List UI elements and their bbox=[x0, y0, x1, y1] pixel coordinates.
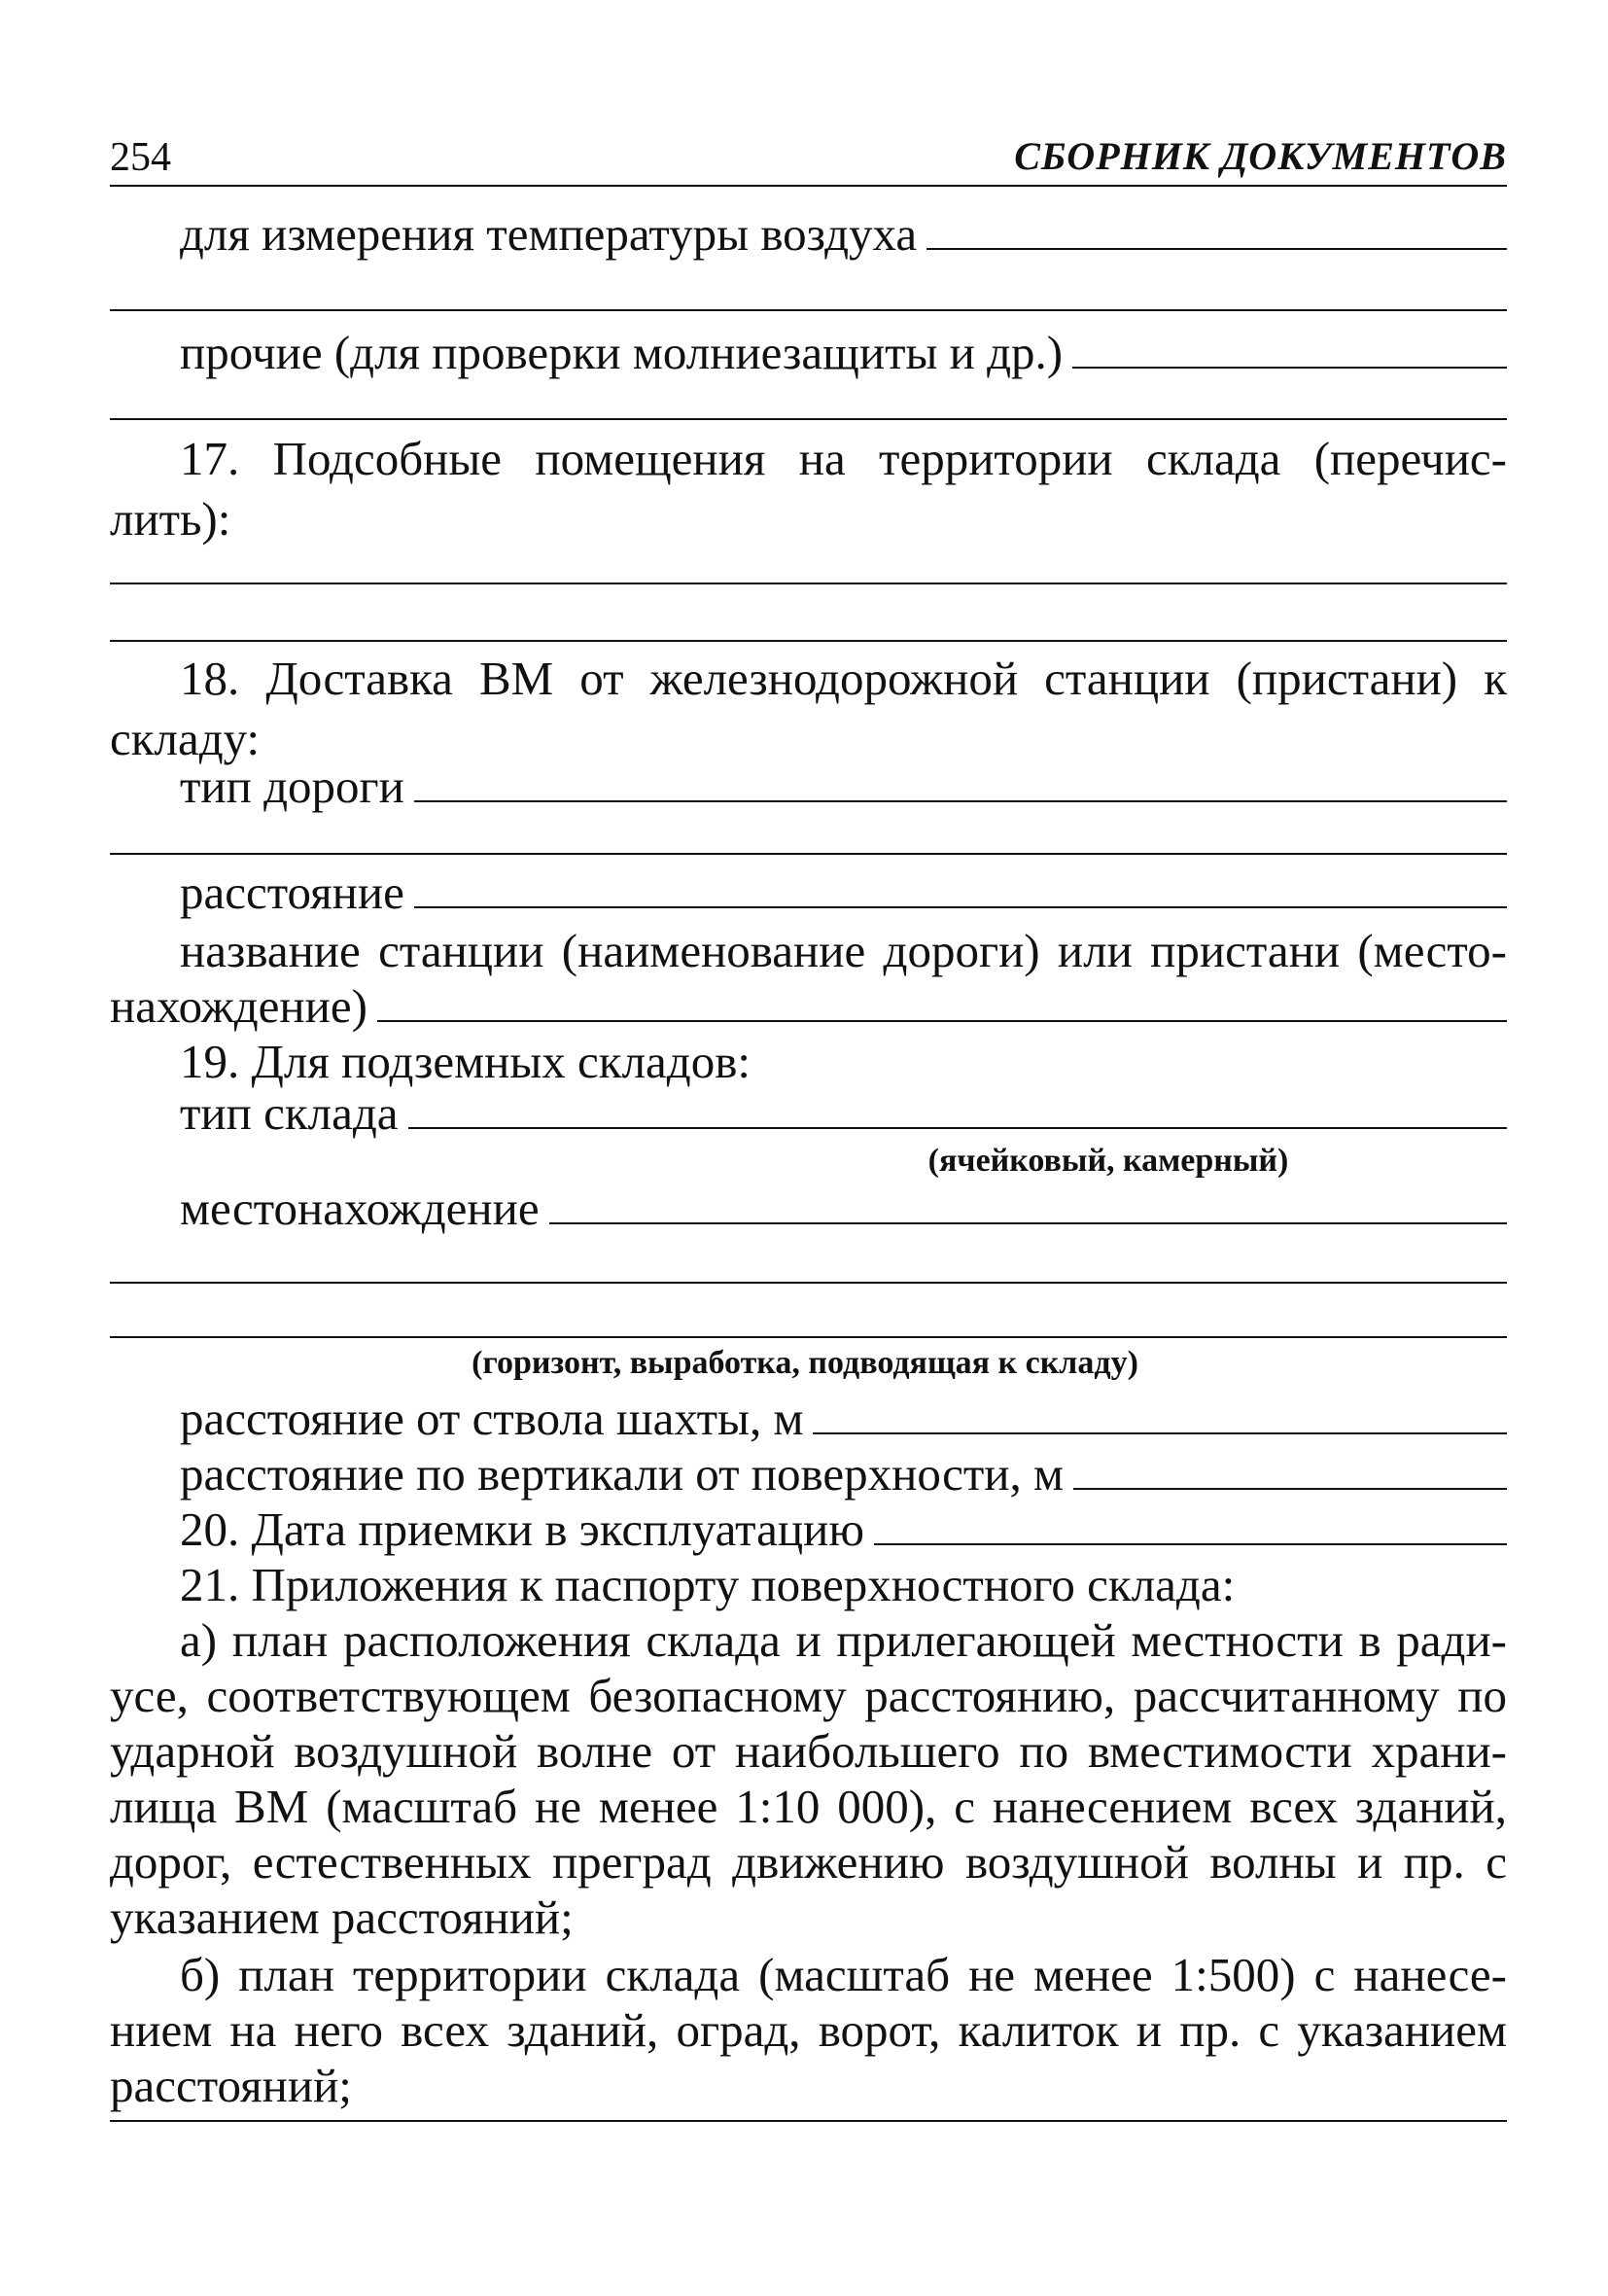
blank-rule[interactable] bbox=[110, 1336, 1507, 1338]
item-17-line-1: 17. Подсобные помещения на территории склада (перечис- bbox=[180, 432, 1507, 485]
road-type-blank[interactable] bbox=[414, 758, 1507, 802]
blank-rule[interactable] bbox=[110, 853, 1507, 855]
appendix-a-line-3: ударной воздушной волне от наибольшего по вместимости храни- bbox=[110, 1724, 1507, 1778]
road-type-label: тип дороги bbox=[180, 759, 404, 813]
running-title: СБОРНИК ДОКУМЕНТОВ bbox=[1014, 134, 1507, 178]
blank-rule[interactable] bbox=[110, 583, 1507, 584]
road-type-field bbox=[110, 757, 1507, 817]
other-blank[interactable] bbox=[1072, 324, 1507, 369]
blank-rule[interactable] bbox=[110, 418, 1507, 420]
item-18-line-2: складу: bbox=[110, 712, 261, 765]
other-label: прочие (для проверки молниезащиты и др.) bbox=[180, 326, 1064, 379]
blank-rule[interactable] bbox=[110, 309, 1507, 311]
air-temperature-field bbox=[110, 204, 1507, 265]
shaft-distance-blank[interactable] bbox=[813, 1390, 1507, 1434]
location-label: местонахождение bbox=[180, 1182, 540, 1235]
appendix-a-line-2: усе, соответствующем безопасному расстоянию, рассчитанному по bbox=[110, 1669, 1507, 1722]
appendix-a-line-5: дорог, естественных преград движению воздушной волны и пр. с bbox=[110, 1835, 1507, 1889]
blank-rule[interactable] bbox=[110, 640, 1507, 642]
page-number: 254 bbox=[110, 135, 171, 180]
air-temperature-blank[interactable] bbox=[926, 205, 1507, 250]
location-blank[interactable] bbox=[549, 1180, 1507, 1224]
location-field bbox=[110, 1179, 1507, 1239]
appendix-a-line-1: а) план расположения склада и прилегающей местности в ради- bbox=[180, 1613, 1507, 1667]
store-type-blank[interactable] bbox=[408, 1084, 1507, 1129]
appendix-a-line-6: указанием расстояний; bbox=[110, 1890, 574, 1944]
shaft-distance-field bbox=[110, 1389, 1507, 1449]
store-type-label: тип склада bbox=[180, 1086, 399, 1140]
appendix-b-line-2: нием на него всех зданий, оград, ворот, калиток и пр. с указанием bbox=[110, 2003, 1507, 2057]
distance-blank[interactable] bbox=[414, 864, 1507, 908]
blank-rule[interactable] bbox=[110, 2120, 1507, 2122]
page-header bbox=[110, 124, 1507, 187]
vertical-distance-label: расстояние по вертикали от поверхности, м bbox=[180, 1447, 1064, 1501]
store-type-caption: (ячейковый, камерный) bbox=[927, 1143, 1289, 1179]
shaft-distance-label: расстояние от ствола шахты, м bbox=[180, 1392, 804, 1445]
appendix-b-line-3: расстояний; bbox=[110, 2059, 352, 2112]
blank-rule[interactable] bbox=[110, 1282, 1507, 1284]
air-temperature-label: для измерения температуры воздуха bbox=[180, 207, 918, 261]
station-blank[interactable] bbox=[377, 977, 1507, 1022]
item-17-line-2: лить): bbox=[110, 492, 231, 546]
item-21-heading: 21. Приложения к паспорту поверхностного склада: bbox=[180, 1558, 1236, 1611]
vertical-distance-blank[interactable] bbox=[1073, 1445, 1507, 1490]
station-field bbox=[110, 976, 1507, 1037]
appendix-b-line-1: б) план территории склада (масштаб не менее 1:500) с нанесе- bbox=[180, 1948, 1507, 2001]
location-caption: (горизонт, выработка, подводящая к складу) bbox=[472, 1345, 1138, 1381]
acceptance-date-label: 20. Дата приемки в эксплуатацию bbox=[180, 1502, 864, 1556]
acceptance-date-field bbox=[110, 1500, 1507, 1560]
acceptance-date-blank[interactable] bbox=[874, 1501, 1507, 1545]
other-field bbox=[110, 323, 1507, 383]
station-label: нахождение) bbox=[110, 979, 367, 1033]
vertical-distance-field bbox=[110, 1444, 1507, 1504]
station-line-1: название станции (наименование дороги) или пристани (место- bbox=[180, 924, 1507, 977]
distance-field bbox=[110, 863, 1507, 923]
item-18-line-1: 18. Доставка ВМ от железнодорожной станции (пристани) к bbox=[180, 652, 1507, 705]
distance-label: расстояние bbox=[180, 865, 404, 919]
store-type-field bbox=[110, 1083, 1507, 1144]
appendix-a-line-4: лища ВМ (масштаб не менее 1:10 000), с нанесением всех зданий, bbox=[110, 1780, 1507, 1833]
item-19-heading: 19. Для подземных складов: bbox=[180, 1035, 751, 1088]
